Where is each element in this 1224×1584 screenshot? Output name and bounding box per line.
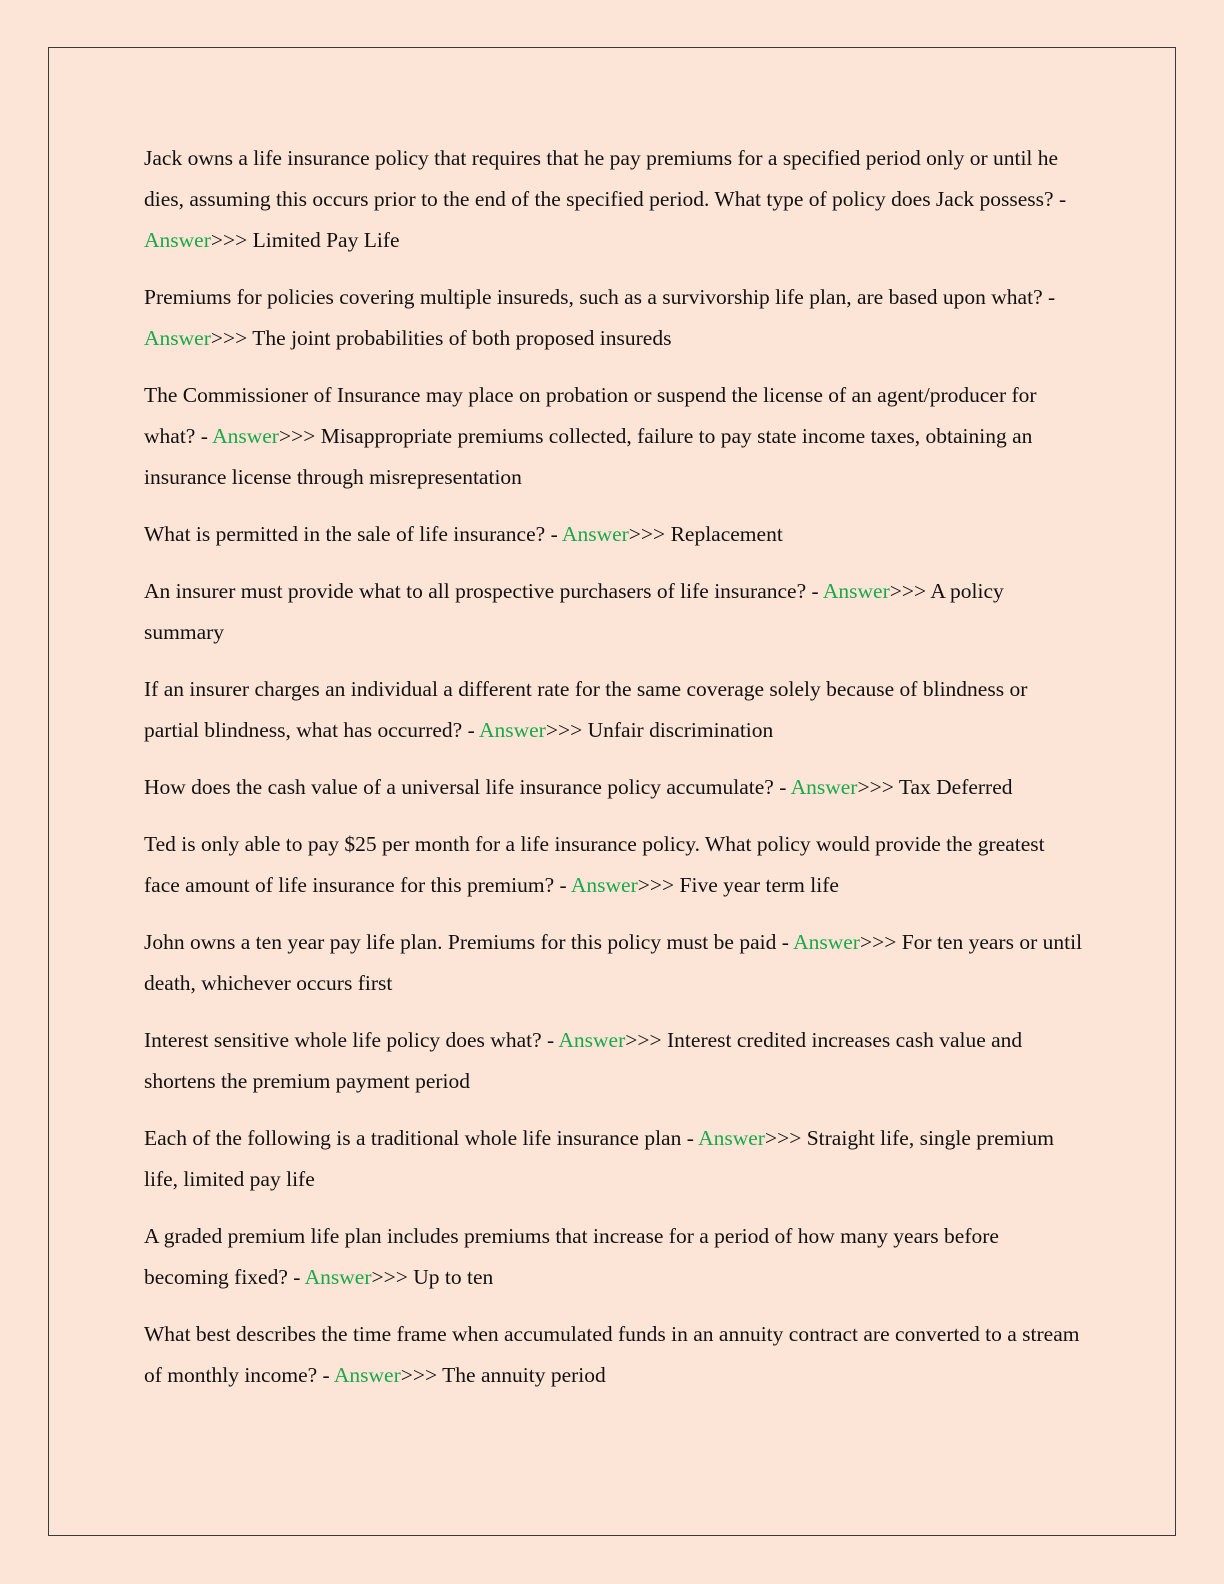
qa-item (144, 1118, 1084, 1200)
answer-label: Answer (478, 718, 546, 742)
answer-label: Answer (304, 1265, 372, 1289)
qa-list (144, 138, 1084, 1412)
question-separator: - (681, 1126, 699, 1150)
answer-text: Straight life, single premium life, limited pay life (144, 1126, 1054, 1191)
question-text: An insurer must provide what to all prospective purchasers of life insurance? (144, 579, 807, 603)
question-text: How does the cash value of a universal life insurance policy accumulate? (144, 775, 774, 799)
question-separator: - (1053, 187, 1067, 211)
answer-label: Answer (561, 522, 629, 546)
answer-label: Answer (793, 930, 860, 954)
answer-text: Replacement (670, 522, 783, 546)
qa-item (144, 514, 1084, 555)
answer-text: Unfair discrimination (587, 718, 774, 742)
answer-text: For ten years or until death, whichever occurs first (144, 930, 1083, 995)
qa-item (144, 1216, 1084, 1298)
question-separator: - (776, 930, 794, 954)
qa-item (144, 922, 1084, 1004)
question-separator: - (1042, 285, 1056, 309)
answer-separator: >>> (628, 522, 666, 546)
question-separator: - (287, 1265, 305, 1289)
question-separator: - (554, 873, 571, 897)
qa-item (144, 138, 1084, 261)
question-separator: - (462, 718, 479, 742)
qa-item (144, 824, 1084, 906)
answer-label: Answer (570, 873, 638, 897)
answer-text: The annuity period (442, 1363, 606, 1387)
question-text: Ted is only able to pay $25 per month for a life insurance policy. What policy would provide the greatest face amount of life insurance for this premium? (144, 832, 1045, 897)
answer-label: Answer (144, 228, 211, 252)
answer-text: Interest credited increases cash value and shortens the premium payment period (144, 1028, 1023, 1093)
qa-item (144, 1314, 1084, 1396)
answer-label: Answer (558, 1028, 626, 1052)
answer-label: Answer (333, 1363, 401, 1387)
answer-separator: >>> (637, 873, 675, 897)
answer-separator: >>> (210, 326, 248, 350)
answer-separator: >>> (210, 228, 248, 252)
qa-item (144, 1020, 1084, 1102)
answer-separator: >>> (278, 424, 316, 448)
question-text: What is permitted in the sale of life insurance? (144, 522, 546, 546)
answer-separator: >>> (545, 718, 583, 742)
answer-separator: >>> (764, 1126, 802, 1150)
question-text: Jack owns a life insurance policy that requires that he pay premiums for a specified period only or until he dies, assuming this occurs prior to the end of the specified period. What type of policy does Jack possess? (144, 146, 1059, 211)
question-separator: - (806, 579, 823, 603)
answer-text: Up to ten (413, 1265, 494, 1289)
answer-separator: >>> (859, 930, 897, 954)
answer-label: Answer (822, 579, 890, 603)
answer-separator: >>> (371, 1265, 408, 1289)
answer-label: Answer (144, 326, 211, 350)
answer-separator: >>> (625, 1028, 662, 1052)
question-text: Each of the following is a traditional whole life insurance plan (144, 1126, 682, 1150)
answer-separator: >>> (889, 579, 927, 603)
answer-label: Answer (698, 1126, 765, 1150)
qa-item (144, 571, 1084, 653)
answer-text: The joint probabilities of both proposed insureds (252, 326, 672, 350)
question-separator: - (545, 522, 562, 546)
question-text: John owns a ten year pay life plan. Premiums for this policy must be paid (144, 930, 777, 954)
qa-item (144, 767, 1084, 808)
question-separator: - (541, 1028, 559, 1052)
question-separator: - (195, 424, 213, 448)
qa-item (144, 375, 1084, 498)
question-text: A graded premium life plan includes premiums that increase for a period of how many years before becoming fixed? (144, 1224, 999, 1289)
question-text: Interest sensitive whole life policy does what? (144, 1028, 542, 1052)
question-separator: - (317, 1363, 334, 1387)
answer-separator: >>> (857, 775, 894, 799)
question-separator: - (773, 775, 791, 799)
answer-label: Answer (790, 775, 858, 799)
question-text: What best describes the time frame when accumulated funds in an annuity contract are converted to a stream of monthly income? (144, 1322, 1080, 1387)
question-text: The Commissioner of Insurance may place on probation or suspend the license of an agent/producer for what? (144, 383, 1037, 448)
qa-item (144, 669, 1084, 751)
answer-text: A policy summary (144, 579, 1004, 644)
question-text: Premiums for policies covering multiple insureds, such as a survivorship life plan, are based upon what? (144, 285, 1043, 309)
answer-label: Answer (212, 424, 279, 448)
answer-separator: >>> (400, 1363, 438, 1387)
answer-text: Misappropriate premiums collected, failure to pay state income taxes, obtaining an insurance license through misrepresentation (144, 424, 1033, 489)
answer-text: Tax Deferred (898, 775, 1013, 799)
answer-text: Limited Pay Life (252, 228, 400, 252)
qa-item (144, 277, 1084, 359)
question-text: If an insurer charges an individual a different rate for the same coverage solely because of blindness or partial blindness, what has occurred? (144, 677, 1028, 742)
answer-text: Five year term life (679, 873, 839, 897)
